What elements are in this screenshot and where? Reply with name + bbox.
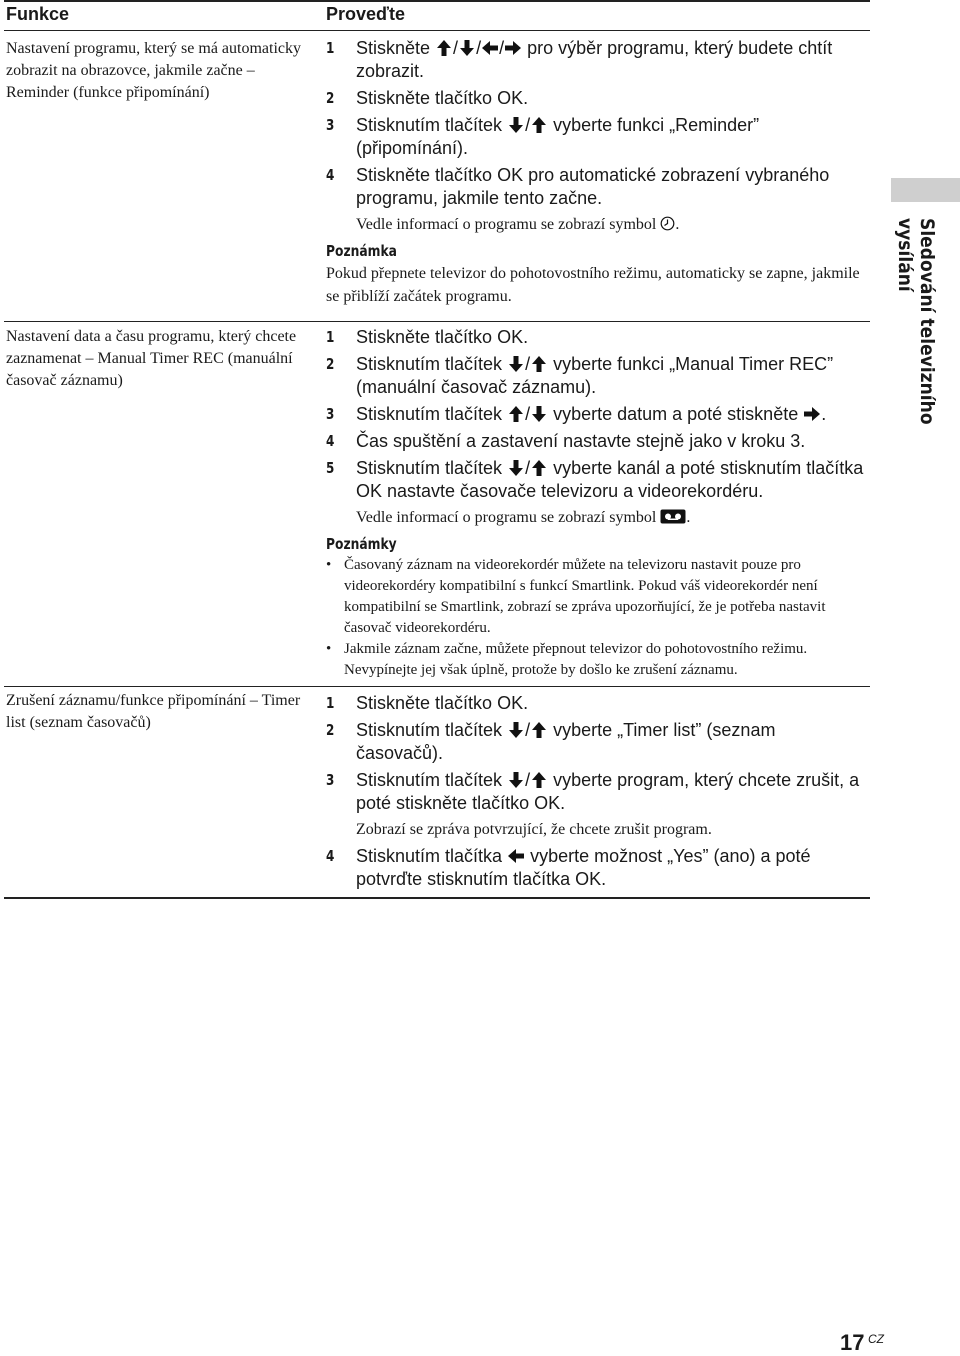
step-1-3: 3 Stisknutím tlačítek / vyberte funkci „Reminder” (připomínání). — [326, 115, 760, 158]
note-bullet: • Časovaný záznam na videorekordér můžete na televizoru nastavit pouze pro videorekordéry kompatibilní s funkcí Smartlink. Pokud váš videorekordér není kompatibilní se Smartlink, zobrazí se zpráva upozorňující, že je potřeba nastavit časovač videorekordéru. — [326, 555, 866, 639]
bottom-rule — [4, 897, 870, 899]
step-1-4: 4 Stiskněte tlačítko OK pro automatické zobrazení vybraného programu, jakmile tento začne. — [326, 165, 830, 208]
step-number: 4 — [326, 847, 335, 865]
section-2-steps — [326, 326, 866, 681]
step-number: 5 — [326, 459, 335, 477]
step-1-4-info: Vedle informací o programu se zobrazí symbol . — [356, 214, 866, 238]
step-2-4: 4 Čas spuštění a zastavení nastavte stejně jako v kroku 3. — [326, 431, 806, 451]
step-number: 3 — [326, 116, 335, 134]
note-text: Pokud přepnete televizor do pohotovostního režimu, automaticky se zapne, jakmile se přiblíží začátek programu. — [326, 265, 860, 305]
step-number: 3 — [326, 771, 335, 789]
step-number: 1 — [326, 694, 335, 712]
step-number: 1 — [326, 328, 335, 346]
step-3-3: 3 Stisknutím tlačítek / vyberte program, který chcete zrušit, a poté stiskněte tlačítko OK. — [326, 770, 860, 813]
section-1-steps — [326, 37, 866, 308]
arrow-left-icon — [507, 847, 525, 865]
section-divider-2 — [4, 686, 870, 687]
step-2-5-info: Vedle informací o programu se zobrazí symbol . — [356, 507, 866, 531]
section-3-steps — [326, 692, 866, 895]
chapter-tab-marker — [891, 178, 960, 202]
step-3-1: 1 Stiskněte tlačítko OK. — [326, 693, 529, 713]
header-rule — [4, 30, 870, 31]
step-2-3: 3 Stisknutím tlačítek / vyberte datum a poté stiskněte . — [326, 404, 827, 424]
step-1-1: 1 Stiskněte / / / pro výběr programu, který budete chtít zobrazit. — [326, 38, 833, 81]
reminder-clock-icon — [660, 216, 675, 238]
top-rule — [4, 0, 870, 2]
arrow-left-icon — [481, 39, 499, 57]
page-number: 17 — [840, 1330, 865, 1355]
arrow-down-icon — [507, 721, 525, 739]
step-2-2: 2 Stisknutím tlačítek / vyberte funkci „Manual Timer REC” (manuální časovač záznamu). — [326, 354, 834, 397]
step-2-1: 1 Stiskněte tlačítko OK. — [326, 327, 529, 347]
arrow-up-icon — [530, 721, 548, 739]
section-1-label: Nastavení programu, který se má automaticky zobrazit na obrazovce, jakmile začne – Reminder (funkce připomínání) — [6, 40, 302, 101]
arrow-down-icon — [458, 39, 476, 57]
step-3-2: 2 Stisknutím tlačítek / vyberte „Timer list” (seznam časovačů). — [326, 720, 776, 763]
step-number: 2 — [326, 355, 335, 373]
arrow-up-icon — [530, 355, 548, 373]
page-language-suffix: CZ — [868, 1332, 884, 1346]
step-number: 2 — [326, 89, 335, 107]
arrow-down-icon — [530, 405, 548, 423]
arrow-down-icon — [507, 116, 525, 134]
notes-heading: Poznámky — [326, 535, 397, 553]
step-3-3-info: Zobrazí se zpráva potvrzující, že chcete zrušit program. — [356, 821, 712, 838]
section-divider-1 — [4, 321, 870, 322]
step-1-2: 2 Stiskněte tlačítko OK. — [326, 88, 529, 108]
column-header-function: Funkce — [6, 4, 70, 24]
step-number: 4 — [326, 432, 335, 450]
note-heading: Poznámka — [326, 242, 397, 260]
step-3-4: 4 Stisknutím tlačítka vyberte možnost „Yes” (ano) a poté potvrďte stisknutím tlačítka OK. — [326, 846, 811, 889]
vcr-tape-icon — [660, 509, 686, 531]
step-number: 2 — [326, 721, 335, 739]
section-2-label: Nastavení data a času programu, který chcete zaznamenat – Manual Timer REC (manuální časovač záznamu) — [6, 328, 297, 389]
arrow-up-icon — [507, 405, 525, 423]
step-2-5: 5 Stisknutím tlačítek / vyberte kanál a poté stisknutím tlačítka OK nastavte časovače televizoru a videorekordéru. — [326, 458, 864, 501]
column-header-procedure: Proveďte — [326, 4, 405, 24]
arrow-up-icon — [530, 459, 548, 477]
arrow-right-icon — [504, 39, 522, 57]
arrow-down-icon — [507, 771, 525, 789]
arrow-up-icon — [435, 39, 453, 57]
arrow-up-icon — [530, 116, 548, 134]
arrow-up-icon — [530, 771, 548, 789]
chapter-side-title: Sledování televizního vysílání — [894, 218, 938, 425]
step-number: 3 — [326, 405, 335, 423]
section-3-label: Zrušení záznamu/funkce připomínání – Timer list (seznam časovačů) — [6, 692, 301, 731]
step-number: 4 — [326, 166, 335, 184]
note-bullet: • Jakmile záznam začne, můžete přepnout televizor do pohotovostního režimu. Nevypínejte jej však úplně, protože by došlo ke zrušení záznamu. — [326, 639, 866, 681]
arrow-down-icon — [507, 459, 525, 477]
arrow-down-icon — [507, 355, 525, 373]
arrow-right-icon — [803, 405, 821, 423]
step-number: 1 — [326, 39, 335, 57]
